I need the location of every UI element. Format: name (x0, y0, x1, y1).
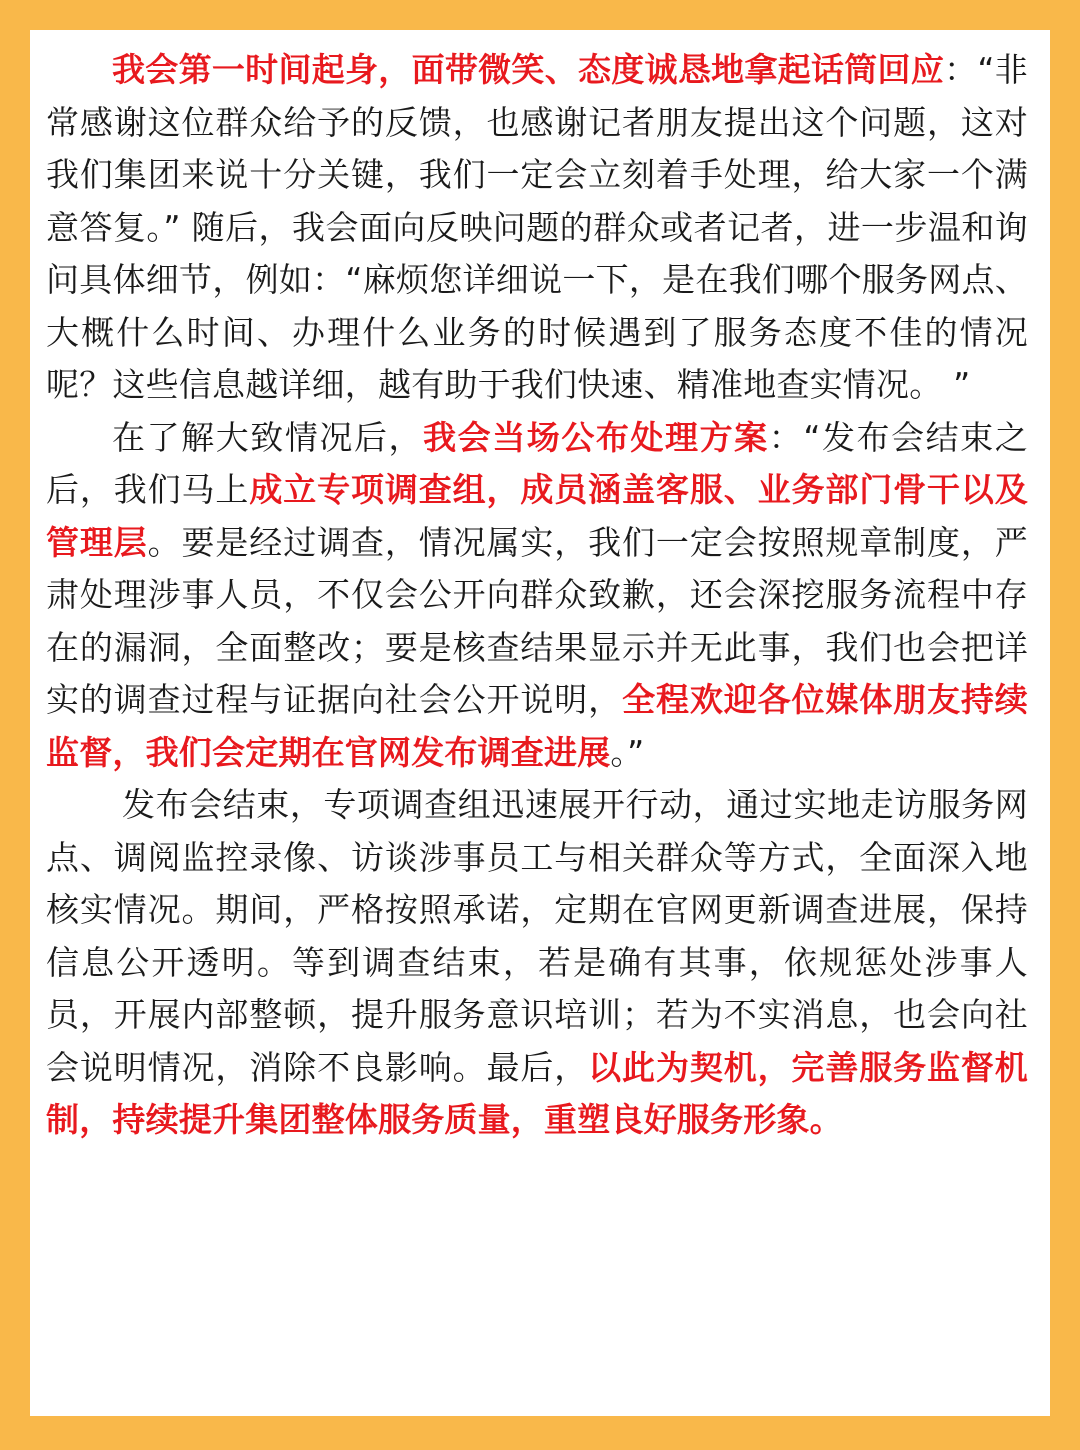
body-text: 在了解大致情况后， (112, 417, 424, 457)
highlight-text: 成立专项调查组，成员涵盖客服、业务部门骨干以及管理层 (46, 470, 1028, 562)
body-text: 。” (610, 732, 645, 772)
body-text: 。要是经过调查，情况属实，我们一定会按照规章制度，严肃处理涉事人员，不仅会公开向群众致歉，还会深挖服务流程中存在的漏洞，全面整改；要是核查结果显示并无此事，我们也会把详实的调查过程与证据向社会公开说明， (46, 522, 1028, 719)
highlight-text: 全程欢迎各位媒体朋友持续监督，我们会定期在官网发布调查进展 (46, 680, 1029, 772)
highlight-text: 我会当场公布处理方案 (423, 417, 769, 457)
content-card (30, 30, 1050, 1416)
paragraph-1 (46, 44, 1028, 412)
paragraph-3 (46, 779, 1028, 1147)
paragraph-2 (46, 412, 1028, 780)
body-text: ：“发布会结束之后，我们马上 (46, 417, 1028, 509)
highlight-text: 以此为契机，完善服务监督机制，持续提升集团整体服务质量，重塑良好服务形象。 (46, 1047, 1028, 1139)
body-text: ：“非常感谢这位群众给予的反馈，也感谢记者朋友提出这个问题，这对我们集团来说十分关键，我们一定会立刻着手处理，给大家一个满意答复。” 随后，我会面向反映问题的群众或者记者，进一步温和询问具体细节，例如：“麻烦您详细说一下，是在我们哪个服务网点、大概什么时间、办理什么业务的时候遇到了服务态度不佳的情况呢？这些信息越详细，越有助于我们快速、精准地查实情况。 ” (46, 50, 1029, 404)
highlight-text: 我会第一时间起身，面带微笑、态度诚恳地拿起话筒回应 (112, 50, 945, 89)
body-text: 发布会结束，专项调查组迅速展开行动，通过实地走访服务网点、调阅监控录像、访谈涉事员工与相关群众等方式，全面深入地核实情况。期间，严格按照承诺，定期在官网更新调查进展，保持信息公开透明。等到调查结束，若是确有其事，依规惩处涉事人员，开展内部整顿，提升服务意识培训；若为不实消息，也会向社会说明情况，消除不良影响。最后， (46, 785, 1028, 1087)
